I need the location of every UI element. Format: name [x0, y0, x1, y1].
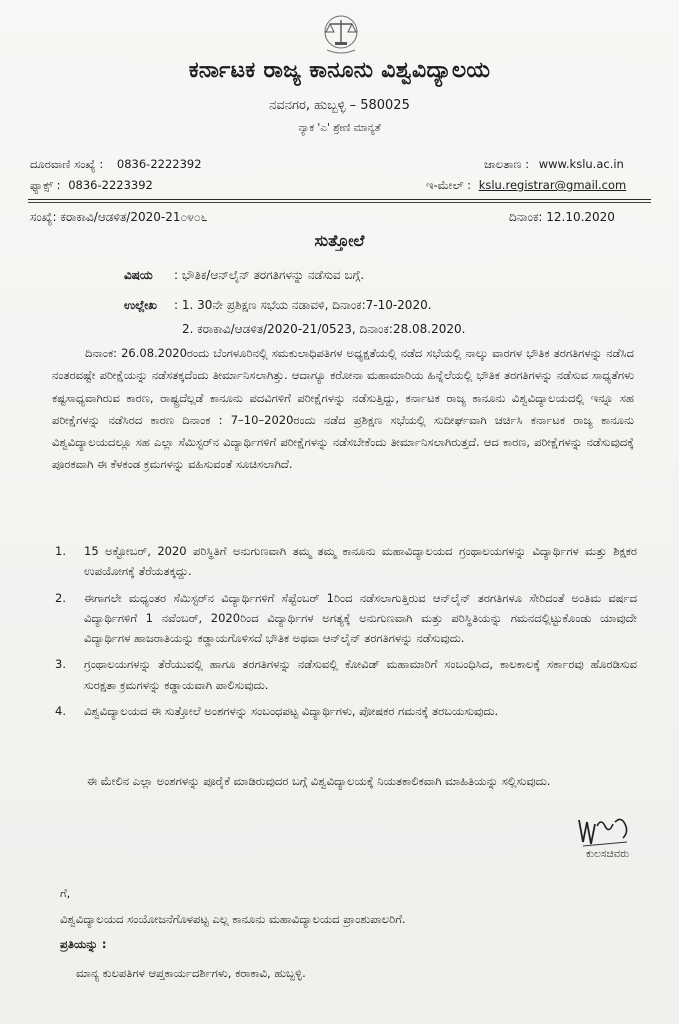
list-item — [55, 701, 637, 721]
subject-line — [124, 268, 364, 283]
reference-number: ಸಂಖ್ಯೆ: ಕರಾಕಾವಿ/ಆಡಳಿತ/2020-21೦೪೦೬ — [30, 210, 208, 224]
list-item — [55, 654, 637, 695]
website-value[interactable]: www.kslu.ac.in — [538, 157, 624, 171]
university-name: ಕರ್ನಾಟಕ ರಾಜ್ಯ ಕಾನೂನು ವಿಶ್ವವಿದ್ಯಾಲಯ — [188, 58, 491, 83]
item-text: ಗ್ರಂಥಾಲಯಗಳನ್ನು ತೆರೆಯುವಲ್ಲಿ ಹಾಗೂ ತರಗತಿಗಳನ್ನು ನಡೆಸುವಲ್ಲಿ ಕೋವಿಡ್ ಮಹಾಮಾರಿಗೆ ಸಂಬಂಧಿಸಿದ, ಕಾಲಕಾಲಕ್ಕೆ ಸರ್ಕಾರವು ಹೊರಡಿಸುವ ಸುರಕ್ಷತಾ ಕ್ರಮಗಳನ್ನು ಕಡ್ಡಾಯವಾಗಿ ಪಾಲಿಸುವುದು. — [84, 657, 637, 692]
item-number: 1. — [55, 544, 66, 558]
item-number: 3. — [55, 657, 66, 672]
list-item — [55, 541, 637, 582]
reference-item: : 1. 30ನೇ ಪ್ರಶಿಕ್ಷಣ ಸಭೆಯ ನಡಾವಳಿ, ದಿನಾಂಕ:7-10-2020. — [174, 298, 432, 312]
reference-date: ದಿನಾಂಕ: 12.10.2020 — [509, 210, 615, 224]
references-label: ಉಲ್ಲೇಖ — [124, 298, 157, 312]
phone-row — [30, 157, 202, 172]
header-divider — [28, 199, 651, 200]
closing-paragraph: ಈ ಮೇಲಿನ ಎಲ್ಲಾ ಅಂಶಗಳನ್ನು ಪೂರೈಕೆ ಮಾಡಿರುವುದರ ಬಗ್ಗೆ ವಿಶ್ವವಿದ್ಯಾಲಯಕ್ಕೆ ನಿಯತಕಾಲಿಕವಾಗಿ ಮಾಹಿತಿಯನ್ನು ಸಲ್ಲಿಸುವುದು. — [87, 774, 551, 788]
item-text: ವಿಶ್ವವಿದ್ಯಾಲಯದ ಈ ಸುತ್ತೋಲೆ ಅಂಶಗಳನ್ನು ಸಂಬಂಧಪಟ್ಟ ವಿದ್ಯಾರ್ಥಿಗಳು, ಪೋಷಕರ ಗಮನಕ್ಕೆ ತರಬಯಸುವುದು. — [84, 704, 499, 719]
fax-value: 0836-2223392 — [68, 178, 153, 192]
fax-label: ಫ್ಯಾಕ್ಸ್ : — [30, 178, 61, 192]
university-address: ನವನಗರ, ಹುಬ್ಬಳ್ಳಿ – 580025 — [269, 98, 410, 113]
subject-text: : ಭೌತಿಕ/ಆನ್‌ಲೈನ್ ತರಗತಿಗಳನ್ನು ನಡೆಸುವ ಬಗ್ಗೆ. — [174, 268, 365, 282]
signature-icon — [575, 812, 635, 850]
university-emblem-icon — [315, 10, 367, 58]
phone-label: ದೂರವಾಣಿ ಸಂಖ್ಯೆ : — [30, 157, 104, 171]
to-text: ವಿಶ್ವವಿದ್ಯಾಲಯದ ಸಂಯೋಜನೆಗೊಳಪಟ್ಟ ಎಲ್ಲ ಕಾನೂನು ಮಹಾವಿದ್ಯಾಲಯದ ಪ್ರಾಂಶುಪಾಲರಿಗೆ. — [60, 912, 406, 926]
reference-line-1 — [124, 298, 432, 313]
item-text: ಈಗಾಗಲೇ ಮಧ್ಯಂತರ ಸೆಮಿಸ್ಟರ್‌ನ ವಿದ್ಯಾರ್ಥಿಗಳಿಗೆ ಸೆಪ್ಟೆಂಬರ್ 1ರಿಂದ ನಡೆಸಲಾಗುತ್ತಿರುವ ಆನ್‌ಲೈನ್ ತರಗತಿಗಳೂ ಸೇರಿದಂತೆ ಅಂತಿಮ ವರ್ಷದ ವಿದ್ಯಾರ್ಥಿಗಳಿಗೆ 1 ನವೆಂಬರ್, 2020ರಿಂದ ವಿದ್ಯಾರ್ಥಿಗಳ ಅಗತ್ಯಕ್ಕೆ ಅನುಗುಣವಾಗಿ ಮತ್ತು ಪರಿಸ್ಥಿತಿಯನ್ನು ಗಮನದಲ್ಲಿಟ್ಟುಕೊಂಡು ಯಾವುದೇ ವಿದ್ಯಾರ್ಥಿಗಳ ಹಾಜರಾತಿಯನ್ನು ಕಡ್ಡಾಯಗೊಳಿಸದೆ ಭೌತಿಕ ಅಥವಾ ಆನ್‌ಲೈನ್ ತರಗತಿಗಳನ್ನು ನಡೆಸುವುದು. — [84, 590, 637, 646]
reference-line-2: 2. ಕರಾಕಾವಿ/ಆಡಳಿತ/2020-21/0523, ದಿನಾಂಕ:28.08.2020. — [182, 322, 466, 336]
website-label: ಜಾಲತಾಣ : — [484, 157, 530, 171]
accreditation: ನ್ಯಾಕ 'ಎ' ಶ್ರೇಣಿ ಮಾನ್ಯತೆ — [298, 122, 381, 134]
copy-label: ಪ್ರತಿಯನ್ನು : — [60, 937, 107, 951]
item-number: 2. — [55, 590, 66, 605]
to-label: ಗೆ, — [60, 886, 71, 900]
header-divider-thin — [28, 202, 651, 203]
subject-label: ವಿಷಯ — [124, 268, 153, 282]
copy-text: ಮಾನ್ಯ ಕುಲಪತಿಗಳ ಆಪ್ತಕಾರ್ಯದರ್ಶಿಗಳು, ಕರಾಕಾವಿ, ಹುಬ್ಬಳ್ಳಿ. — [76, 966, 306, 980]
email-label: ಇ-ಮೇಲ್ : — [426, 178, 472, 192]
item-number: 4. — [55, 704, 66, 719]
email-row — [426, 178, 626, 193]
circular-title: ಸುತ್ತೋಲೆ — [314, 231, 365, 250]
fax-row — [30, 178, 153, 193]
list-item — [55, 588, 637, 649]
instructions-list — [55, 541, 637, 727]
signatory-title: ಕುಲಸಚಿವರು — [586, 848, 630, 860]
email-value[interactable]: kslu.registrar@gmail.com — [478, 178, 627, 192]
website-row — [484, 157, 624, 172]
body-paragraph: ದಿನಾಂಕ: 26.08.2020ರಂದು ಬೆಂಗಳೂರಿನಲ್ಲಿ ಸಮಕುಲಾಧಿಪತಿಗಳ ಅಧ್ಯಕ್ಷತೆಯಲ್ಲಿ ನಡೆದ ಸಭೆಯಲ್ಲಿ ನಾಲ್ಕು ವಾರಗಳ ಭೌತಿಕ ತರಗತಿಗಳನ್ನು ನಡೆಸಿದ ನಂತರವಷ್ಟೇ ಪರೀಕ್ಷೆಯನ್ನು ನಡೆಸತಕ್ಕದೆಂದು ತೀರ್ಮಾನಿಸಲಾಗಿತ್ತು. ಆದಾಗ್ಯೂ ಕರೋನಾ ಮಹಾಮಾರಿಯ ಹಿನ್ನೆಲೆಯಲ್ಲಿ ಭೌತಿಕ ತರಗತಿಗಳನ್ನು ನಡೆಸುವ ಸಾಧ್ಯತೆಗಳು ಕಷ್ಟಸಾಧ್ಯವಾಗಿರುವ ಕಾರಣ, ರಾಷ್ಟ್ರದೆಲ್ಲಡೆ ಕಾನೂನು ಪದವಿಗಳಿಗೆ ಪರೀಕ್ಷೆಗಳನ್ನು ನಡೆಸುತ್ತಿದ್ದು, ಕರ್ನಾಟಕ ರಾಜ್ಯ ಕಾನೂನು ವಿಶ್ವವಿದ್ಯಾಲಯದಲ್ಲಿ ಇನ್ನೂ ಸಹ ಪರೀಕ್ಷೆಗಳನ್ನು ನಡೆಸಿರದ ಕಾರಣ ದಿನಾಂಕ : 7–10–2020ರಂದು ನಡೆದ ಪ್ರಶಿಕ್ಷಣ ಸಭೆಯಲ್ಲಿ ಸುದೀರ್ಘವಾಗಿ ಚರ್ಚಿಸಿ ಕರ್ನಾಟಕ ರಾಜ್ಯ ಕಾನೂನು ವಿಶ್ವವಿದ್ಯಾಲಯದಲ್ಲೂ ಸಹ ಎಲ್ಲಾ ಸೆಮಿಸ್ಟರ್‌ನ ವಿದ್ಯಾರ್ಥಿಗಳಿಗೆ ಪರೀಕ್ಷೆಗಳನ್ನು ನಡೆಸಬೇಕೆಂದು ತೀರ್ಮಾನಿಸಲಾಗಿರುತ್ತದೆ. ಆದ ಕಾರಣ, ಪರೀಕ್ಷೆಗಳನ್ನು ನಡೆಸುವುದಕ್ಕೆ ಪೂರಕವಾಗಿ ಈ ಕೆಳಕಂಡ ಕ್ರಮಗಳನ್ನು ವಹಿಸುವಂತೆ ಸೂಚಿಸಲಾಗಿದೆ. — [52, 346, 634, 472]
item-text: 15 ಅಕ್ಟೋಬರ್, 2020 ಪರಿಸ್ಥಿತಿಗೆ ಅನುಗುಣವಾಗಿ ತಮ್ಮ ತಮ್ಮ ಕಾನೂನು ಮಹಾವಿದ್ಯಾಲಯದ ಗ್ರಂಥಾಲಯಗಳನ್ನು ವಿದ್ಯಾರ್ಥಿಗಳ ಮತ್ತು ಶಿಕ್ಷಕರ ಉಪಯೋಗಕ್ಕೆ ತೆರೆಯತಕ್ಕದ್ದು. — [84, 544, 637, 579]
phone-value: 0836-2222392 — [116, 157, 202, 171]
